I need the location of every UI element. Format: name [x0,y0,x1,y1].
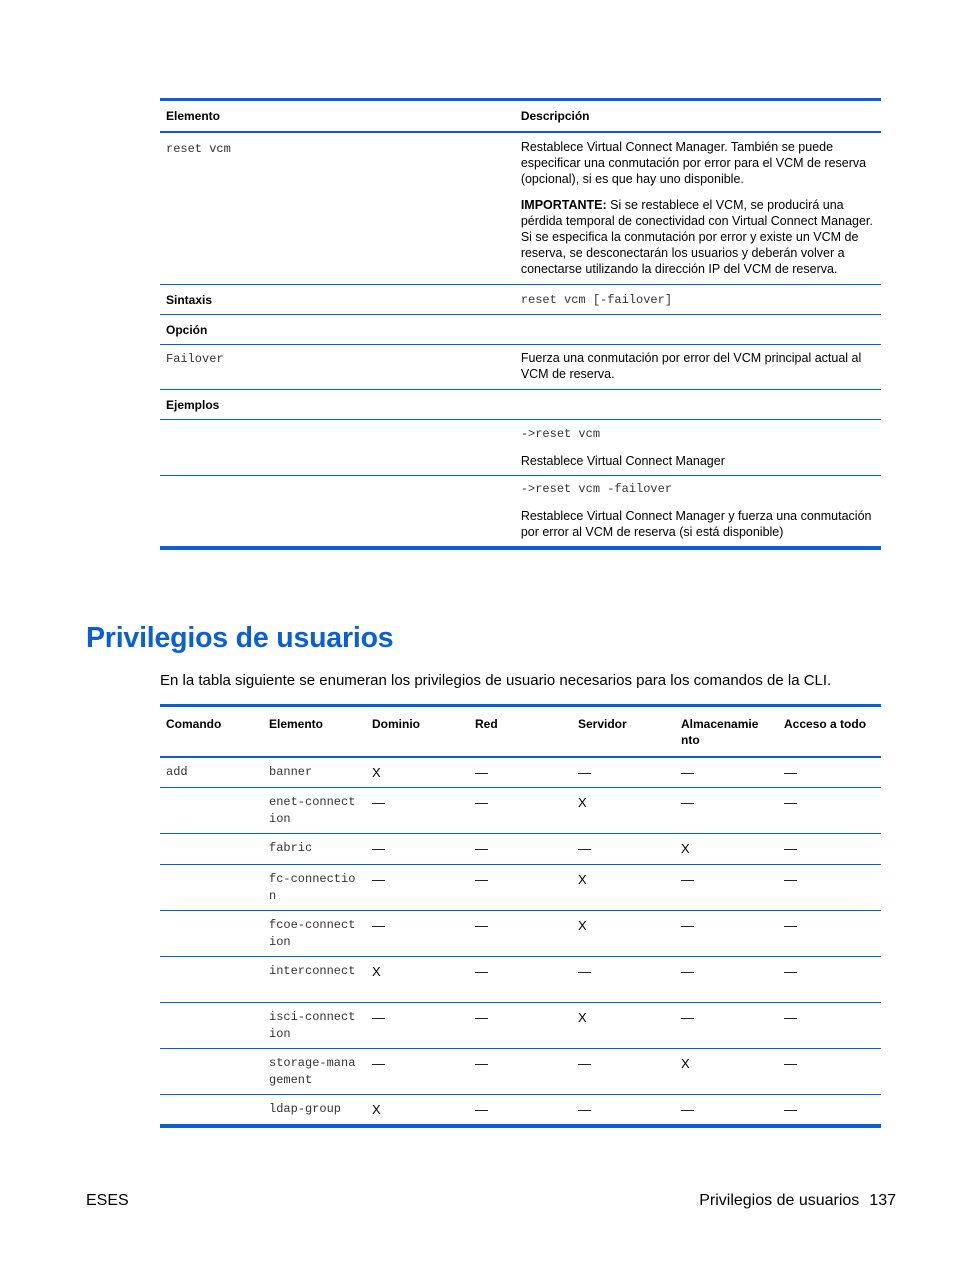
row-network: — [469,911,572,957]
row-server: X [572,1003,675,1049]
row-server: — [572,957,675,1003]
row-full-access: — [778,788,881,834]
row-domain: — [366,1003,469,1049]
important-note [521,197,875,277]
table-row [160,865,881,911]
row-element: enet-connection [263,788,366,834]
table-row [160,834,881,865]
table-row [160,1095,881,1127]
footer-locale: ESES [86,1192,129,1209]
syntax-value: reset vcm [-failover] [515,285,881,315]
row-full-access: — [784,1102,797,1117]
row-domain: — [366,911,469,957]
row-network: — [469,757,572,788]
row-storage: — [675,757,778,788]
example-command: ->reset vcm [520,427,601,441]
example-command: ->reset vcm -failover [520,482,673,496]
table-row [160,911,881,957]
row-full-access: — [778,1049,881,1095]
column-header-command: Comando [160,706,263,758]
column-header-server: Servidor [572,706,675,758]
row-network: — [469,788,572,834]
example-description: Restablece Virtual Connect Manager y fuerza una conmutación por error al VCM de reserva (si está disponible) [520,509,872,539]
row-network: — [469,865,572,911]
important-text: Si se restablece el VCM, se producirá una pérdida temporal de conectividad con Virtual Connect Manager. Si se especifica la conmutación por error y existe un VCM de reserva, se desconectarán los usuarios y deberán volver a conectarse utilizando la dirección IP del VCM de reserva. [520,198,873,276]
command-reference-table [160,98,881,550]
row-element: storage-management [263,1049,366,1095]
table-row [160,476,881,549]
example-description: Restablece Virtual Connect Manager [520,454,725,468]
row-element: fc-connection [263,865,366,911]
row-element: fcoe-connection [263,911,366,957]
row-domain: X [366,757,469,788]
row-element: ldap-group [269,1102,342,1116]
command-name: reset vcm [160,132,515,285]
row-full-access: — [778,1003,881,1049]
row-storage: — [675,788,778,834]
row-command [160,865,263,911]
table-row [160,315,881,345]
row-command [160,1049,263,1095]
table-row [160,788,881,834]
row-server: X [572,911,675,957]
description-text: Restablece Virtual Connect Manager. También se puede especificar una conmutación por error para el VCM de reserva (opcional), si es que hay uno disponible. [520,140,867,186]
table-row [160,1049,881,1095]
example-item [515,476,881,549]
row-full-access: — [778,865,881,911]
row-storage: — [675,865,778,911]
option-description: Fuerza una conmutación por error del VCM principal actual al VCM de reserva. [515,345,881,390]
row-element: interconnect [263,957,366,1003]
table-row [160,132,881,285]
table-row [160,957,881,1003]
examples-label: Ejemplos [160,390,515,420]
syntax-label: Sintaxis [160,285,515,315]
row-storage: — [681,1102,694,1117]
row-server: X [572,788,675,834]
row-command [160,834,263,865]
row-full-access: — [778,757,881,788]
row-server: — [572,1049,675,1095]
column-header-description: Descripción [515,100,881,133]
important-label: IMPORTANTE: [520,198,607,212]
option-label: Opción [160,315,515,345]
page-number: 137 [869,1192,896,1209]
command-description [515,132,881,285]
table-row [160,345,881,390]
row-server: — [572,834,675,865]
row-domain: X [366,957,469,1003]
row-storage: — [675,911,778,957]
section-intro: En la tabla siguiente se enumeran los privilegios de usuario necesarios para los comandos de la CLI. [160,672,832,689]
row-element: isci-connection [263,1003,366,1049]
table-row [160,285,881,315]
row-full-access: — [778,834,881,865]
row-server: X [572,865,675,911]
row-domain: — [366,865,469,911]
row-network: — [469,834,572,865]
row-domain: — [366,1049,469,1095]
footer-page-info [699,1192,896,1210]
row-full-access: — [778,911,881,957]
column-header-element: Elemento [263,706,366,758]
column-header-full-access: Acceso a todo [778,706,881,758]
row-domain: X [372,1102,381,1117]
option-name: Failover [160,345,515,390]
row-network: — [469,957,572,1003]
row-storage: — [675,1003,778,1049]
row-domain: — [366,834,469,865]
row-network: — [469,1049,572,1095]
row-command [160,788,263,834]
row-domain: — [366,788,469,834]
footer-section: Privilegios de usuarios [699,1192,860,1209]
header-row [160,706,881,758]
column-header-element: Elemento [160,100,515,133]
row-network: — [475,1102,488,1117]
row-storage: — [675,957,778,1003]
row-full-access: — [778,957,881,1003]
row-server: — [572,757,675,788]
row-command [160,1095,263,1127]
row-command: add [160,757,263,788]
row-server: — [578,1102,591,1117]
row-command [160,1003,263,1049]
row-element: fabric [263,834,366,865]
section-title: Privilegios de usuarios [86,622,394,654]
row-storage: X [675,834,778,865]
table-row [160,1003,881,1049]
column-header-network: Red [469,706,572,758]
example-item [515,420,881,476]
column-header-domain: Dominio [366,706,469,758]
table-row [160,390,881,420]
table-row [160,420,881,476]
table-row [160,757,881,788]
row-storage: X [675,1049,778,1095]
column-header-storage: Almacenamie nto [675,706,778,758]
row-command [160,957,263,1003]
row-command [160,911,263,957]
user-privileges-table [160,704,881,1128]
row-network: — [469,1003,572,1049]
row-element: banner [263,757,366,788]
